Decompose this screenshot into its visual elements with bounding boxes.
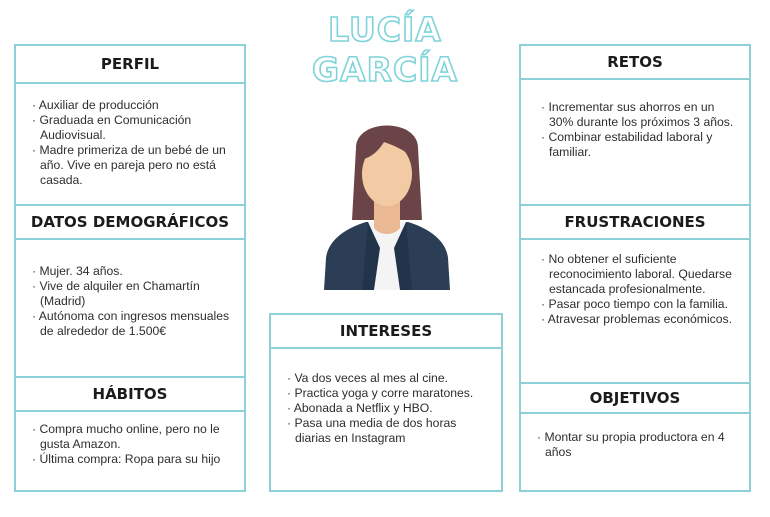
woman-avatar-icon [322,108,452,290]
frustraciones-panel [519,238,751,384]
frustraciones-title: FRUSTRACIONES [564,213,706,231]
retos-title: RETOS [607,53,663,71]
list-item: · Montar su propia productora en 4 años [537,430,725,459]
list-item: · Graduada en Comunicación Audiovisual. [32,113,192,142]
list-item: · Última compra: Ropa para su hijo [32,452,221,466]
demograficos-title: DATOS DEMOGRÁFICOS [30,213,230,231]
habitos-title: HÁBITOS [92,385,168,403]
list-item: · Atravesar problemas económicos. [541,312,733,326]
list-item: · Mujer. 34 años. [32,264,123,278]
persona-last-name: GARCÍA [311,50,459,89]
list-item: · Practica yoga y corre maratones. [287,386,474,400]
list-item: · Vive de alquiler en Chamartín (Madrid) [32,279,200,308]
perfil-panel [14,82,246,206]
objetivos-header [519,382,751,414]
retos-panel [519,78,751,206]
list-item: · Auxiliar de producción [32,98,159,112]
persona-first-name: LUCÍA [328,10,442,49]
list-item: · Abonada a Netflix y HBO. [287,401,433,415]
persona-name [300,10,470,90]
habitos-header [14,376,246,412]
list-item: · Va dos veces al mes al cine. [287,371,448,385]
demograficos-panel [14,238,246,378]
list-item: · Madre primeriza de un bebé de un año. Vive en pareja pero no está casada. [32,143,226,187]
retos-header [519,44,751,80]
objetivos-panel [519,412,751,492]
perfil-header [14,44,246,84]
list-item: · Autónoma con ingresos mensuales de alrededor de 1.500€ [32,309,230,338]
list-item: · Pasa una media de dos horas diarias en Instagram [287,416,457,445]
intereses-header [269,313,503,349]
frustraciones-header [519,204,751,240]
perfil-title: PERFIL [100,55,160,73]
list-item: · Compra mucho online, pero no le gusta Amazon. [32,422,220,451]
intereses-panel [269,347,503,492]
intereses-title: INTERESES [339,322,433,340]
list-item: · Combinar estabilidad laboral y familiar. [541,130,713,159]
list-item: · No obtener el suficiente reconocimiento laboral. Quedarse estancada profesionalmente. [541,252,732,296]
habitos-panel [14,410,246,492]
objetivos-title: OBJETIVOS [589,389,681,407]
list-item: · Pasar poco tiempo con la familia. [541,297,728,311]
list-item: · Incrementar sus ahorros en un 30% durante los próximos 3 años. [541,100,734,129]
demograficos-header [14,204,246,240]
